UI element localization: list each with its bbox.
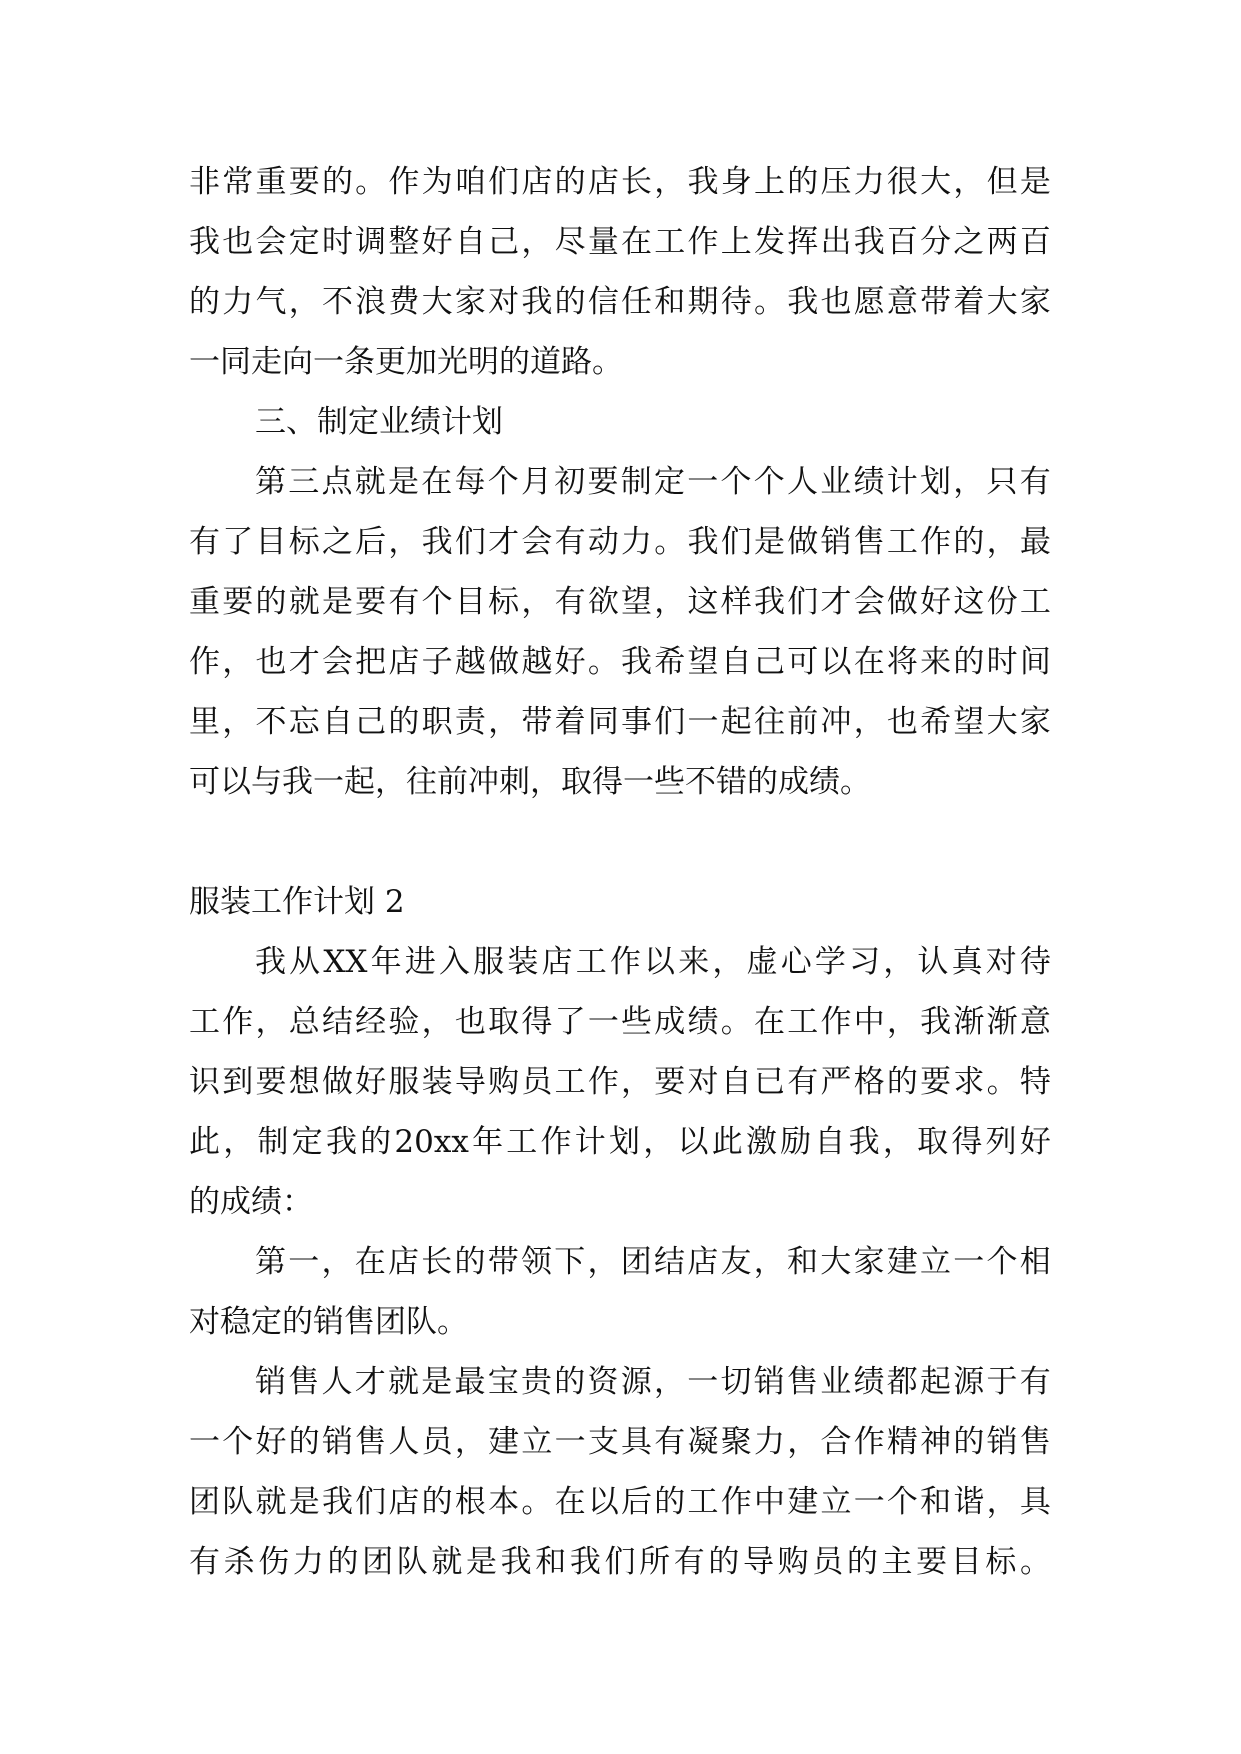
text-line: 我 也 会 定 时 调 整 好 自 己 ， 尽 量 在 工 作 上 发 挥 出 我 百 分 之 两 百: [189, 224, 1051, 260]
text-line: 一同走向一条更加光明的道路。: [189, 344, 623, 380]
text-line: 的 力 气 ， 不 浪 费 大 家 对 我 的 信 任 和 期 待 。 我 也 愿 意 带 着 大 家: [189, 284, 1051, 320]
text-line: 可以与我一起，往前冲刺，取得一些不错的成绩。: [189, 764, 871, 800]
paragraph: [189, 452, 1051, 812]
text-line: 识 到 要 想 做 好 服 装 导 购 员 工 作 ， 要 对 自 已 有 严 格 的 要 求 。 特: [189, 1064, 1051, 1100]
text-line: 有 了 目 标 之 后 ， 我 们 才 会 有 动 力 。 我 们 是 做 销 售 工 作 的 ， 最: [189, 524, 1051, 560]
text-line: 里 ， 不 忘 自 己 的 职 责 ， 带 着 同 事 们 一 起 往 前 冲 ， 也 希 望 大 家: [189, 704, 1051, 740]
paragraph: [189, 1352, 1051, 1592]
text-line: 非 常 重 要 的 。 作 为 咱 们 店 的 店 长 ， 我 身 上 的 压 力 很 大 ， 但 是: [189, 164, 1051, 200]
text-line: 销 售 人 才 就 是 最 宝 贵 的 资 源 ， 一 切 销 售 业 绩 都 起 源 于 有: [255, 1364, 1051, 1400]
text-line: 我 从 XX 年 进 入 服 装 店 工 作 以 来 ， 虚 心 学 习 ， 认 真 对 待: [255, 944, 1051, 980]
blank-line: [189, 812, 1051, 872]
text-line: 对稳定的销售团队。: [189, 1304, 468, 1340]
section-heading-text: 三、制定业绩计划: [255, 404, 503, 440]
text-line: 一 个 好 的 销 售 人 员 ， 建 立 一 支 具 有 凝 聚 力 ， 合 作 精 神 的 销 售: [189, 1424, 1051, 1460]
paragraph: [189, 1232, 1051, 1352]
document-title: [189, 872, 1051, 932]
text-line: 的成绩：: [189, 1184, 313, 1220]
document-title-text: 服装工作计划 2: [189, 884, 405, 920]
text-line: 重 要 的 就 是 要 有 个 目 标 ， 有 欲 望 ， 这 样 我 们 才 会 做 好 这 份 工: [189, 584, 1051, 620]
text-line: 作 ， 也 才 会 把 店 子 越 做 越 好 。 我 希 望 自 己 可 以 在 将 来 的 时 间: [189, 644, 1051, 680]
text-line: 团 队 就 是 我 们 店 的 根 本 。 在 以 后 的 工 作 中 建 立 一 个 和 谐 ， 具: [189, 1484, 1051, 1520]
text-line: 此 ， 制 定 我 的 20xx 年 工 作 计 划 ， 以 此 激 励 自 我 ， 取 得 列 好: [189, 1124, 1051, 1160]
document-page: [189, 152, 1051, 1592]
text-line: 第 一 ， 在 店 长 的 带 领 下 ， 团 结 店 友 ， 和 大 家 建 立 一 个 相: [255, 1244, 1051, 1280]
section-heading: [189, 392, 1051, 452]
paragraph: [189, 152, 1051, 392]
text-line: 第 三 点 就 是 在 每 个 月 初 要 制 定 一 个 个 人 业 绩 计 划 ， 只 有: [255, 464, 1051, 500]
text-line: 工 作 ， 总 结 经 验 ， 也 取 得 了 一 些 成 绩 。 在 工 作 中 ， 我 渐 渐 意: [189, 1004, 1051, 1040]
paragraph: [189, 932, 1051, 1232]
text-line: 有 杀 伤 力 的 团 队 就 是 我 和 我 们 所 有 的 导 购 员 的 主 要 目 标 。: [189, 1544, 1051, 1580]
